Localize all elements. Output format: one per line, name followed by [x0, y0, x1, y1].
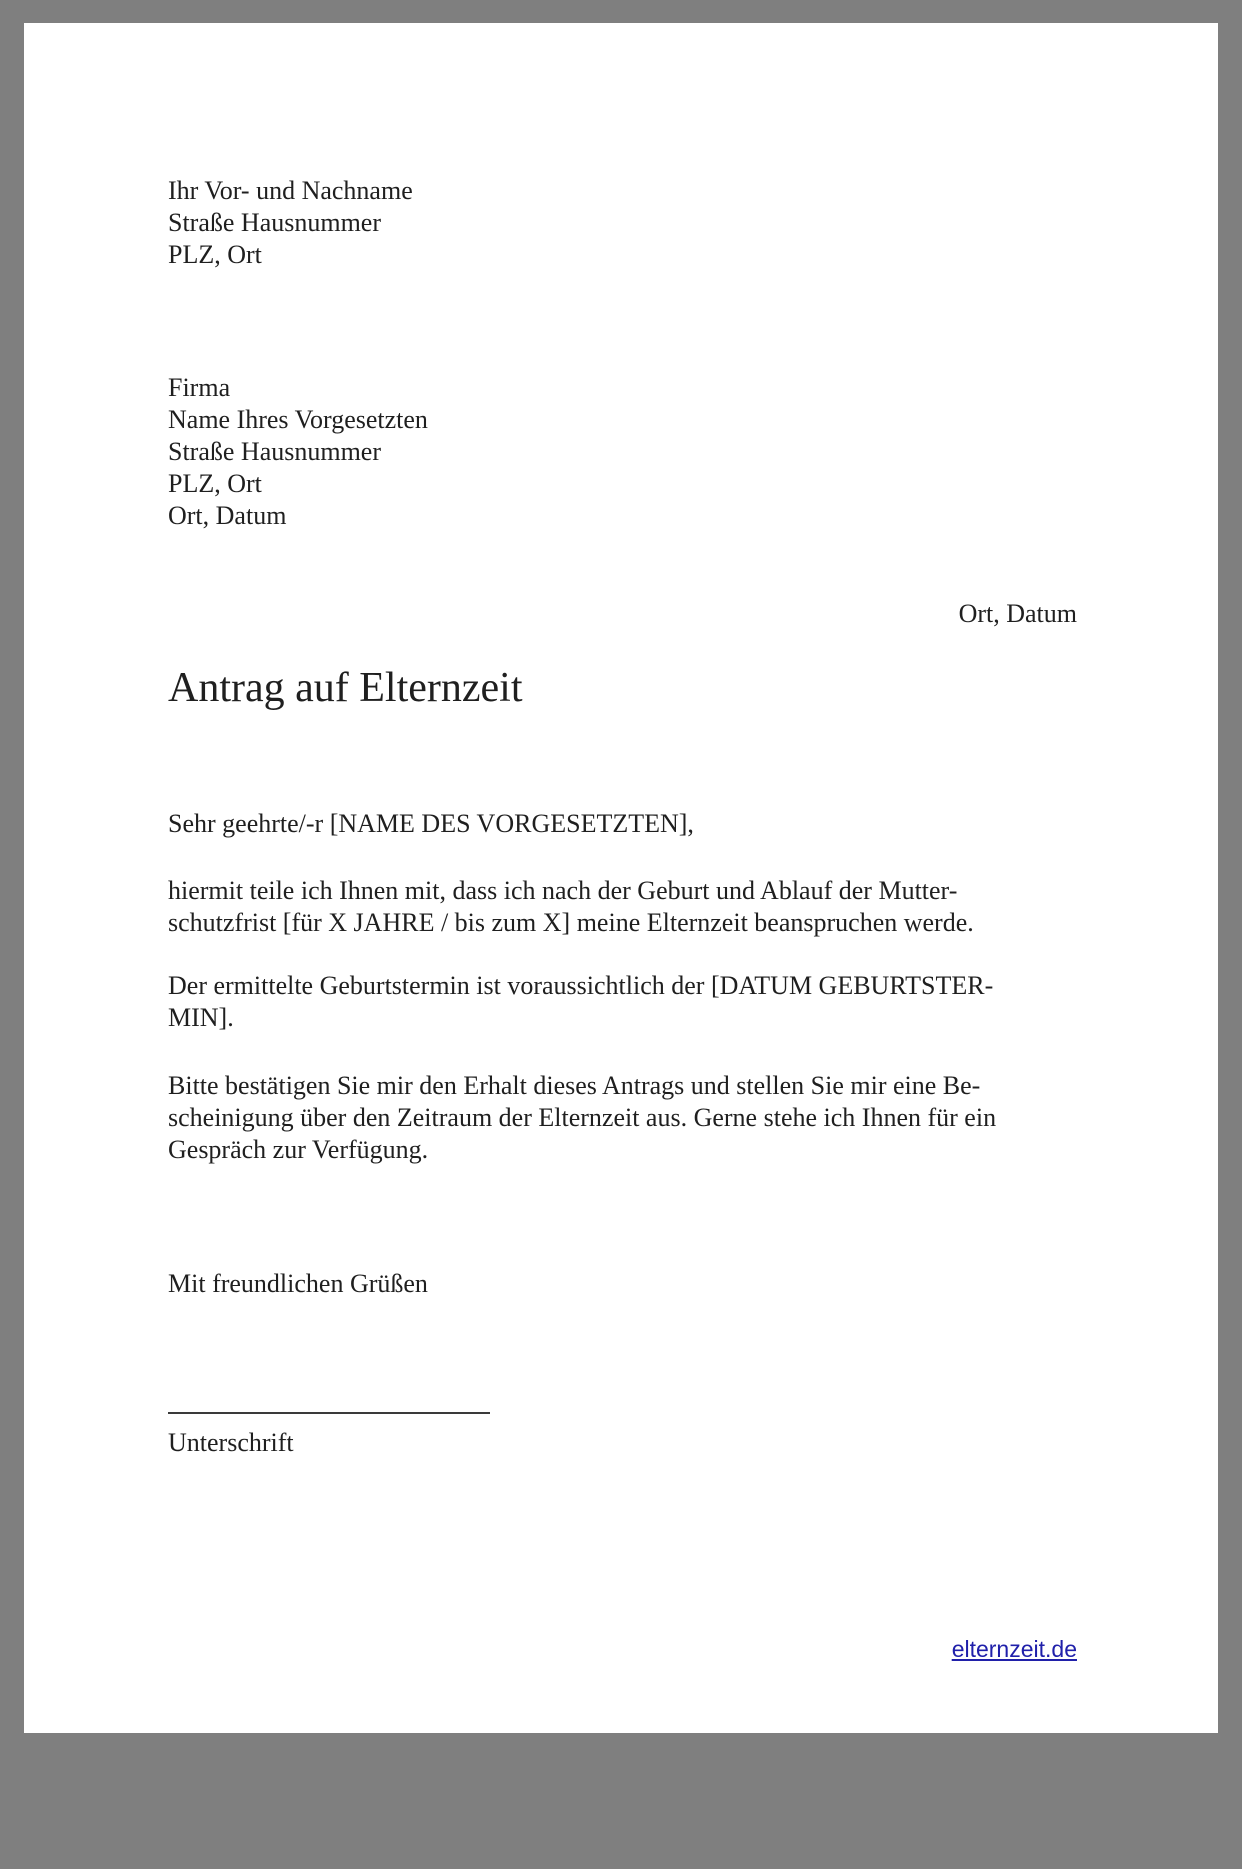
recipient-street-line: Straße Hausnummer	[168, 437, 382, 466]
paragraph-line: MIN].	[168, 1003, 234, 1032]
sender-name-line: Ihr Vor- und Nachname	[168, 176, 413, 205]
closing-block	[168, 1268, 1098, 1300]
recipient-city-line: PLZ, Ort	[168, 469, 262, 498]
body-paragraph-1	[168, 875, 1098, 939]
letter-page	[24, 23, 1218, 1733]
paragraph-line: Gespräch zur Verfügung.	[168, 1135, 429, 1164]
paragraph-line: scheinigung über den Zeitraum der Elternzeit aus. Gerne stehe ich Ihnen für ein	[168, 1103, 997, 1132]
signature-label: Unterschrift	[168, 1428, 294, 1457]
salutation-line: Sehr geehrte/-r [NAME DES VORGESETZTEN],	[168, 809, 694, 838]
letter-title-block	[168, 664, 1098, 712]
body-paragraph-3	[168, 1070, 1098, 1166]
sender-address-block	[168, 175, 1098, 271]
paragraph-line: Der ermittelte Geburtstermin ist voraussichtlich der [DATUM GEBURTSTER-	[168, 971, 994, 1000]
recipient-name-line: Name Ihres Vorgesetzten	[168, 405, 428, 434]
date-place-line: Ort, Datum	[958, 599, 1077, 628]
recipient-date-line: Ort, Datum	[168, 501, 287, 530]
paragraph-line: Bitte bestätigen Sie mir den Erhalt dieses Antrags und stellen Sie mir eine Be-	[168, 1071, 981, 1100]
signature-line	[168, 1412, 490, 1414]
footer-website-link[interactable]: elternzeit.de	[951, 1636, 1077, 1662]
recipient-company-line: Firma	[168, 373, 231, 402]
signature-label-block	[168, 1427, 1098, 1459]
paragraph-line: schutzfrist [für X JAHRE / bis zum X] meine Elternzeit beanspruchen werde.	[168, 908, 974, 937]
salutation-block	[168, 808, 1098, 840]
sender-street-line: Straße Hausnummer	[168, 208, 382, 237]
page-title: Antrag auf Elternzeit	[168, 665, 523, 711]
body-paragraph-2	[168, 970, 1098, 1034]
sender-city-line: PLZ, Ort	[168, 240, 262, 269]
paragraph-line: hiermit teile ich Ihnen mit, dass ich nach der Geburt und Ablauf der Mutter-	[168, 876, 958, 905]
recipient-address-block	[168, 372, 1098, 532]
closing-line: Mit freundlichen Grüßen	[168, 1269, 428, 1298]
